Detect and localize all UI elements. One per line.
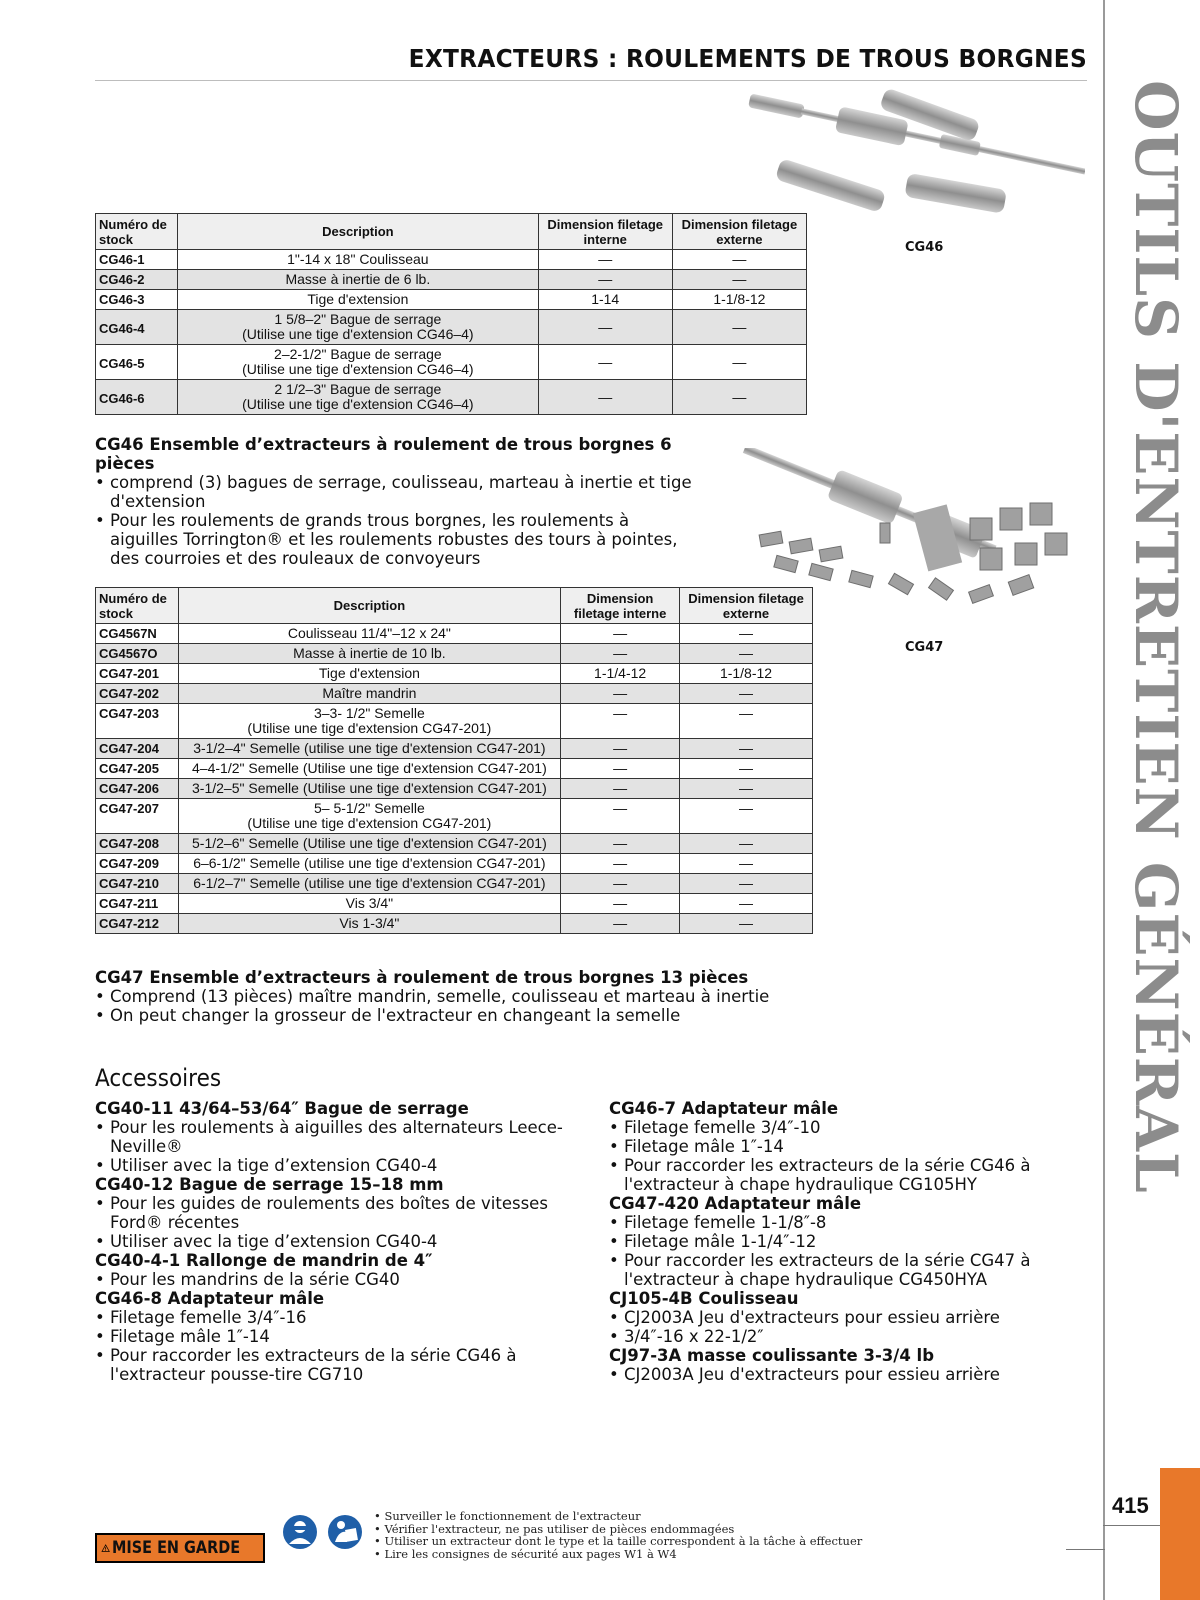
external-thread-cell: — xyxy=(680,799,813,834)
description-line: Tige d'extension xyxy=(318,665,420,681)
description-cell xyxy=(178,290,539,310)
bullet-item: • Filetage mâle 1″-14 xyxy=(609,1137,784,1156)
internal-thread-cell: — xyxy=(538,270,672,290)
table-row xyxy=(96,914,813,934)
internal-thread-cell: — xyxy=(561,914,680,934)
table-row xyxy=(96,834,813,854)
description-line: Tige d'extension xyxy=(307,291,409,307)
table-header: Dimension filetage externe xyxy=(680,588,813,624)
table-header: Numéro de stock xyxy=(96,214,178,250)
external-thread-cell: — xyxy=(680,684,813,704)
bullet-item: • Utiliser avec la tige d’extension CG40-4 xyxy=(95,1156,438,1175)
table-row xyxy=(96,854,813,874)
stock-number-cell: CG47-210 xyxy=(96,874,179,894)
table-row xyxy=(96,644,813,664)
cg47-components-table xyxy=(95,587,813,934)
internal-thread-cell: — xyxy=(561,779,680,799)
stock-number-cell: CG46-4 xyxy=(96,310,178,345)
description-line: 3-1/2–5" Semelle (Utilise une tige d'extension CG47-201) xyxy=(192,780,547,796)
description-cell xyxy=(178,739,561,759)
bullet-item: • CJ2003A Jeu d'extracteurs pour essieu arrière xyxy=(609,1365,1000,1384)
stock-number-cell: CG47-212 xyxy=(96,914,179,934)
internal-thread-cell: — xyxy=(538,250,672,270)
bullet-item: • Filetage femelle 1-1/8″-8 xyxy=(609,1213,827,1232)
description-cell xyxy=(178,310,539,345)
stock-number-cell: CG47-203 xyxy=(96,704,179,739)
table-row xyxy=(96,739,813,759)
description-cell xyxy=(178,664,561,684)
description-line: 5-1/2–6" Semelle (Utilise une tige d'extension CG47-201) xyxy=(192,835,547,851)
external-thread-cell: — xyxy=(672,310,806,345)
cg47-label: CG47 xyxy=(905,640,944,655)
stock-number-cell: CG47-202 xyxy=(96,684,179,704)
internal-thread-cell: — xyxy=(561,894,680,914)
description-line: (Utilise une tige d'extension CG46–4) xyxy=(242,396,474,412)
description-line: 2–2-1/2" Bague de serrage xyxy=(274,346,442,362)
bullet-item: • Pour raccorder les extracteurs de la série CG46 à l'extracteur à chape hydraulique CG105HY xyxy=(609,1156,1031,1194)
table-row xyxy=(96,799,813,834)
bullet-item: • comprend (3) bagues de serrage, coulisseau, marteau à inertie et tige d'extension xyxy=(95,473,692,511)
description-cell xyxy=(178,779,561,799)
internal-thread-cell: 1-14 xyxy=(538,290,672,310)
external-thread-cell: — xyxy=(680,644,813,664)
table-row xyxy=(96,345,807,380)
stock-number-cell: CG47-211 xyxy=(96,894,179,914)
warning-badge xyxy=(95,1533,265,1563)
external-thread-cell: — xyxy=(672,270,806,290)
accessories-right-column xyxy=(609,1099,1079,1384)
bullet-item: • Comprend (13 pièces) maître mandrin, semelle, coulisseau et marteau à inertie xyxy=(95,987,770,1006)
table-row xyxy=(96,759,813,779)
bullet-item: • Pour raccorder les extracteurs de la série CG46 à l'extracteur pousse-tire CG710 xyxy=(95,1346,517,1384)
cg47-description xyxy=(95,968,815,1025)
description-line: Vis 3/4" xyxy=(345,895,394,911)
description-cell xyxy=(178,684,561,704)
description-line: 1 5/8–2" Bague de serrage xyxy=(274,311,442,327)
stock-number-cell: CG46-5 xyxy=(96,345,178,380)
table-row xyxy=(96,664,813,684)
bullet-item: • Pour raccorder les extracteurs de la série CG47 à l'extracteur à chape hydraulique CG450HYA xyxy=(609,1251,1031,1289)
accessory-heading: CG40-4-1 Rallonge de mandrin de 4″ xyxy=(95,1251,433,1270)
bullet-item: • Filetage mâle 1-1/4″-12 xyxy=(609,1232,817,1251)
accessory-heading: CG46-8 Adaptateur mâle xyxy=(95,1289,325,1308)
stock-number-cell: CG47-208 xyxy=(96,834,179,854)
section-color-tab xyxy=(1160,1468,1200,1600)
external-thread-cell: — xyxy=(680,739,813,759)
description-cell xyxy=(178,644,561,664)
table-header: Description xyxy=(178,214,539,250)
table-row xyxy=(96,250,807,270)
accessories-left-column xyxy=(95,1099,565,1384)
external-thread-cell: — xyxy=(680,704,813,739)
external-thread-cell: — xyxy=(672,250,806,270)
stock-number-cell: CG46-3 xyxy=(96,290,178,310)
bullet-item: • Pour les mandrins de la série CG40 xyxy=(95,1270,400,1289)
description-cell xyxy=(178,834,561,854)
cg46-components-table xyxy=(95,213,807,415)
warning-triangle-icon xyxy=(101,1537,110,1559)
internal-thread-cell: 1-1/4-12 xyxy=(561,664,680,684)
side-divider xyxy=(1103,0,1105,1600)
internal-thread-cell: — xyxy=(561,759,680,779)
description-cell xyxy=(178,270,539,290)
description-cell xyxy=(178,380,539,415)
description-cell xyxy=(178,854,561,874)
table-row xyxy=(96,874,813,894)
internal-thread-cell: — xyxy=(561,739,680,759)
cg46-label: CG46 xyxy=(905,240,944,255)
internal-thread-cell: — xyxy=(561,799,680,834)
external-thread-cell: — xyxy=(680,894,813,914)
internal-thread-cell: — xyxy=(561,704,680,739)
description-cell xyxy=(178,799,561,834)
page-number-rule xyxy=(1103,1525,1160,1526)
external-thread-cell: — xyxy=(680,779,813,799)
stock-number-cell: CG47-206 xyxy=(96,779,179,799)
internal-thread-cell: — xyxy=(561,854,680,874)
bullet-item: • Filetage femelle 3/4″-16 xyxy=(95,1308,307,1327)
external-thread-cell: — xyxy=(680,834,813,854)
description-cell xyxy=(178,345,539,380)
bullet-item: • 3/4″-16 x 22-1/2″ xyxy=(609,1327,764,1346)
safety-instructions xyxy=(374,1510,862,1560)
warning-label: MISE EN GARDE xyxy=(112,1538,241,1558)
stock-number-cell: CG47-207 xyxy=(96,799,179,834)
external-thread-cell: — xyxy=(680,874,813,894)
page-title: EXTRACTEURS : ROULEMENTS DE TROUS BORGNES xyxy=(408,44,1087,73)
bullet-item: • Filetage femelle 3/4″-10 xyxy=(609,1118,821,1137)
description-line: 3-1/2–4" Semelle (utilise une tige d'extension CG47-201) xyxy=(193,740,546,756)
description-line: (Utilise une tige d'extension CG46–4) xyxy=(242,361,474,377)
safety-line: • Utiliser un extracteur dont le type et la taille correspondent à la tâche à effectuer xyxy=(374,1534,863,1548)
safety-line: • Lire les consignes de sécurité aux pages W1 à W4 xyxy=(374,1546,677,1561)
internal-thread-cell: — xyxy=(561,684,680,704)
bullet-item: • Pour les guides de roulements des boîtes de vitesses Ford® récentes xyxy=(95,1194,548,1232)
description-line: Vis 1-3/4" xyxy=(339,915,400,931)
accessories-title: Accessoires xyxy=(95,1064,222,1092)
safety-glasses-icon xyxy=(282,1514,318,1550)
bullet-item: • Pour les roulements de grands trous borgnes, les roulements à aiguilles Torrington® et les roulements robustes des tours à pointes, des courroies et des rouleaux de convoyeurs xyxy=(95,511,678,568)
stock-number-cell: CG46-2 xyxy=(96,270,178,290)
internal-thread-cell: — xyxy=(561,834,680,854)
bullet-item: • Pour les roulements à aiguilles des alternateurs Leece-Neville® xyxy=(95,1118,563,1156)
section-side-title: OUTILS D'ENTRETIEN GÉNÉRAL xyxy=(1122,80,1190,1194)
table-row xyxy=(96,270,807,290)
internal-thread-cell: — xyxy=(561,644,680,664)
table-row xyxy=(96,684,813,704)
bullet-item: • Utiliser avec la tige d’extension CG40-4 xyxy=(95,1232,438,1251)
stock-number-cell: CG47-204 xyxy=(96,739,179,759)
internal-thread-cell: — xyxy=(561,624,680,644)
title-divider xyxy=(95,80,1087,81)
cg46-heading: CG46 Ensemble d’extracteurs à roulement de trous borgnes 6 pièces xyxy=(95,435,672,473)
cg47-heading: CG47 Ensemble d’extracteurs à roulement de trous borgnes 13 pièces xyxy=(95,968,749,987)
table-row xyxy=(96,779,813,799)
table-header: Dimension filetage externe xyxy=(672,214,806,250)
description-line: 1"-14 x 18" Coulisseau xyxy=(287,251,429,267)
accessory-heading: CJ97-3A masse coulissante 3-3/4 lb xyxy=(609,1346,935,1365)
bullet-item: • Filetage mâle 1″-14 xyxy=(95,1327,270,1346)
external-thread-cell: — xyxy=(672,380,806,415)
description-line: 3–3- 1/2" Semelle xyxy=(313,705,425,721)
bullet-item: • CJ2003A Jeu d'extracteurs pour essieu arrière xyxy=(609,1308,1000,1327)
safety-line: • Vérifier l'extracteur, ne pas utiliser de pièces endommagées xyxy=(374,1521,735,1536)
description-line: 6-1/2–7" Semelle (utilise une tige d'extension CG47-201) xyxy=(193,875,546,891)
description-line: 5– 5-1/2" Semelle xyxy=(313,800,425,816)
accessory-heading: CG47-420 Adaptateur mâle xyxy=(609,1194,862,1213)
accessory-heading: CG40-12 Bague de serrage 15–18 mm xyxy=(95,1175,444,1194)
internal-thread-cell: — xyxy=(561,874,680,894)
description-cell xyxy=(178,894,561,914)
stock-number-cell: CG47-209 xyxy=(96,854,179,874)
description-line: 6–6-1/2" Semelle (utilise une tige d'extension CG47-201) xyxy=(193,855,546,871)
description-cell xyxy=(178,914,561,934)
external-thread-cell: — xyxy=(680,624,813,644)
external-thread-cell: 1-1/8-12 xyxy=(680,664,813,684)
page-number: 415 xyxy=(1112,1493,1149,1518)
bullet-item: • On peut changer la grosseur de l'extracteur en changeant la semelle xyxy=(95,1006,681,1025)
internal-thread-cell: — xyxy=(538,380,672,415)
description-line: Maître mandrin xyxy=(322,685,417,701)
external-thread-cell: — xyxy=(680,914,813,934)
description-line: (Utilise une tige d'extension CG47-201) xyxy=(247,720,492,736)
table-header: Dimension filetage interne xyxy=(538,214,672,250)
description-line: Masse à inertie de 10 lb. xyxy=(293,645,446,661)
description-cell xyxy=(178,250,539,270)
external-thread-cell: — xyxy=(680,854,813,874)
table-header: Description xyxy=(178,588,561,624)
description-cell xyxy=(178,704,561,739)
table-row xyxy=(96,704,813,739)
stock-number-cell: CG4567O xyxy=(96,644,179,664)
description-line: (Utilise une tige d'extension CG47-201) xyxy=(247,815,492,831)
internal-thread-cell: — xyxy=(538,310,672,345)
stock-number-cell: CG4567N xyxy=(96,624,179,644)
stock-number-cell: CG46-6 xyxy=(96,380,178,415)
stock-number-cell: CG47-201 xyxy=(96,664,179,684)
external-thread-cell: — xyxy=(672,345,806,380)
description-line: 4–4-1/2" Semelle (Utilise une tige d'extension CG47-201) xyxy=(192,760,547,776)
cg46-description xyxy=(95,435,695,568)
table-row xyxy=(96,624,813,644)
description-line: Coulisseau 11/4"–12 x 24" xyxy=(287,625,451,641)
description-cell xyxy=(178,759,561,779)
external-thread-cell: 1-1/8-12 xyxy=(672,290,806,310)
table-row xyxy=(96,310,807,345)
external-thread-cell: — xyxy=(680,759,813,779)
read-manual-icon xyxy=(327,1514,363,1550)
safety-line: • Surveiller le fonctionnement de l'extracteur xyxy=(374,1509,641,1523)
description-line: Masse à inertie de 6 lb. xyxy=(285,271,431,287)
description-cell xyxy=(178,624,561,644)
table-header: Dimension filetage interne xyxy=(561,588,680,624)
table-header: Numéro de stock xyxy=(96,588,179,624)
page-number-rule xyxy=(1066,1549,1105,1550)
table-row xyxy=(96,290,807,310)
accessory-heading: CG40-11 43/64–53/64″ Bague de serrage xyxy=(95,1099,469,1118)
table-row xyxy=(96,894,813,914)
table-row xyxy=(96,380,807,415)
description-line: (Utilise une tige d'extension CG46–4) xyxy=(242,326,474,342)
accessory-heading: CG46-7 Adaptateur mâle xyxy=(609,1099,839,1118)
internal-thread-cell: — xyxy=(538,345,672,380)
accessory-heading: CJ105-4B Coulisseau xyxy=(609,1289,799,1308)
description-line: 2 1/2–3" Bague de serrage xyxy=(274,381,442,397)
stock-number-cell: CG47-205 xyxy=(96,759,179,779)
stock-number-cell: CG46-1 xyxy=(96,250,178,270)
description-cell xyxy=(178,874,561,894)
